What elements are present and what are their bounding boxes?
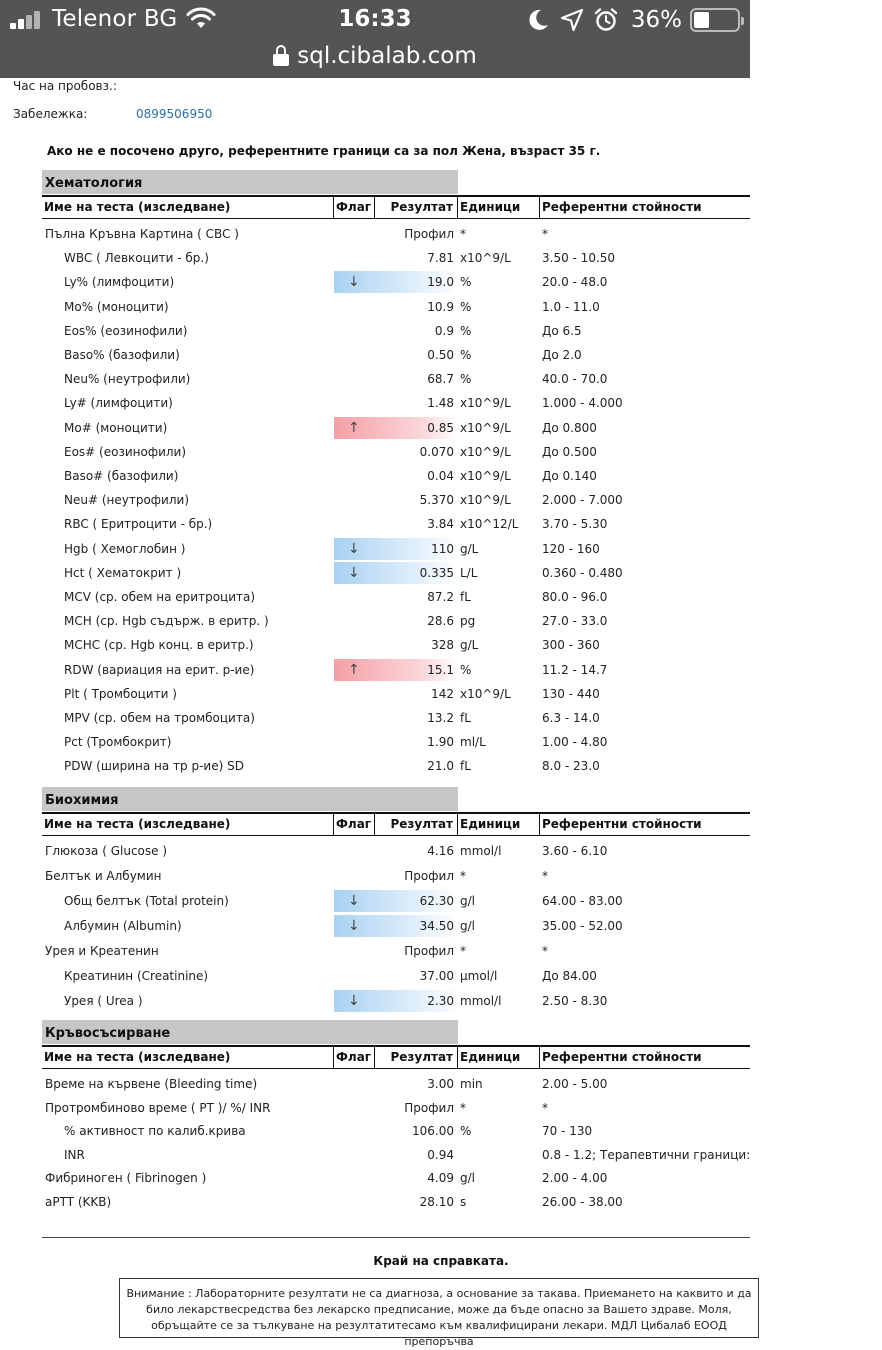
section-title: Биохимия — [42, 787, 458, 811]
sample-time-label: Час на пробовз.: — [13, 79, 117, 93]
reference-range: До 0.800 — [542, 420, 597, 435]
alarm-clock-icon — [593, 7, 619, 33]
test-result: 2.30 — [427, 994, 454, 1008]
test-unit: fL — [460, 590, 471, 604]
test-unit: pg — [460, 614, 476, 629]
flag-low-arrow-icon: ↓ — [334, 271, 458, 293]
table-header — [42, 812, 750, 836]
test-result: 15.1 — [427, 662, 454, 677]
test-unit: % — [460, 348, 472, 362]
test-name: % активност по калиб.крива — [64, 1124, 246, 1139]
test-name: MCV (ср. обем на еритроцита) — [64, 590, 256, 604]
end-of-report: Край на справката. — [373, 1254, 509, 1268]
reference-range: 300 - 360 — [542, 638, 600, 653]
test-unit: mmol/l — [460, 844, 502, 858]
test-name: Hgb ( Хемоглобин ) — [64, 541, 186, 556]
test-name: Hct ( Хематокрит ) — [64, 565, 182, 580]
test-result: Профил — [404, 1100, 454, 1115]
reference-range: До 2.0 — [542, 348, 582, 362]
test-unit: % — [460, 662, 472, 677]
test-name: WBC ( Левкоцити - бр.) — [64, 251, 209, 266]
test-unit: x10^12/L — [460, 517, 519, 532]
test-name: Белтък и Албумин — [45, 869, 162, 883]
reference-range: 0.360 - 0.480 — [542, 565, 623, 580]
test-unit: x10^9/L — [460, 420, 511, 435]
table-header — [42, 195, 750, 219]
test-result: 19.0 — [427, 275, 454, 290]
test-unit: ml/L — [460, 735, 486, 750]
battery-icon — [690, 8, 740, 32]
test-unit: % — [460, 323, 472, 338]
test-name: Neu# (неутрофили) — [64, 493, 190, 508]
remark-row — [13, 107, 213, 121]
test-result: 106.00 — [412, 1124, 454, 1139]
test-unit: g/L — [460, 638, 479, 653]
carrier-name: Telenor BG — [52, 6, 178, 32]
test-unit: g/l — [460, 919, 475, 933]
flag-low-arrow-icon: ↓ — [334, 562, 458, 584]
moon-icon — [525, 7, 551, 33]
reference-range: 2.00 - 4.00 — [542, 1171, 608, 1186]
test-name: Baso% (базофили) — [64, 348, 180, 362]
test-unit: % — [460, 1124, 472, 1139]
test-result: 37.00 — [419, 969, 454, 983]
reference-range: 1.0 - 11.0 — [542, 299, 600, 314]
reference-range: 70 - 130 — [542, 1124, 593, 1139]
test-result: 0.04 — [427, 469, 454, 483]
reference-range: 26.00 - 38.00 — [542, 1195, 623, 1209]
remark-value: 0899506950 — [136, 107, 213, 121]
section-title: Кръвосъсирване — [42, 1020, 458, 1044]
test-name: Ly% (лимфоцити) — [64, 275, 175, 290]
reference-range: 11.2 - 14.7 — [542, 662, 608, 677]
test-result: 7.81 — [427, 251, 454, 266]
test-name: MCHC (ср. Hgb конц. в еритр.) — [64, 638, 254, 653]
test-unit: mmol/l — [460, 994, 502, 1008]
flag-low-arrow-icon: ↓ — [334, 915, 458, 937]
reference-range: 64.00 - 83.00 — [542, 894, 623, 908]
flag-low-arrow-icon: ↓ — [334, 990, 458, 1012]
test-unit: L/L — [460, 565, 478, 580]
test-name: Време на кървене (Bleeding time) — [45, 1077, 258, 1091]
reference-range: До 84.00 — [542, 969, 597, 983]
reference-range: 2.000 - 7.000 — [542, 493, 623, 508]
test-result: Профил — [404, 944, 454, 958]
test-unit: s — [460, 1195, 467, 1209]
reference-range: 35.00 - 52.00 — [542, 919, 623, 933]
test-result: 28.10 — [419, 1195, 454, 1209]
test-result: 0.9 — [434, 323, 454, 338]
test-result: 10.9 — [427, 299, 454, 314]
reference-range: 6.3 - 14.0 — [542, 711, 600, 725]
test-unit: x10^9/L — [460, 686, 511, 701]
test-name: Neu% (неутрофили) — [64, 372, 191, 387]
test-result: 68.7 — [427, 372, 454, 387]
test-result: 142 — [431, 686, 454, 701]
test-result: 4.16 — [427, 844, 454, 858]
test-unit: fL — [460, 711, 471, 725]
test-result: 0.070 — [419, 444, 454, 459]
test-result: 328 — [431, 638, 454, 653]
test-name: Пълна Кръвна Картина ( CBC ) — [45, 227, 239, 241]
test-name: Глюкоза ( Glucose ) — [45, 844, 168, 858]
test-unit: % — [460, 275, 472, 290]
lock-icon — [273, 45, 289, 67]
reference-range: 3.50 - 10.50 — [542, 251, 616, 266]
reference-range: 120 - 160 — [542, 541, 600, 556]
reference-range: 130 - 440 — [542, 686, 600, 701]
reference-range: 80.0 - 96.0 — [542, 590, 608, 604]
status-bar — [0, 0, 750, 78]
test-result: 21.0 — [427, 759, 454, 774]
test-unit: x10^9/L — [460, 444, 511, 459]
test-name: Урея и Креатенин — [45, 944, 159, 958]
reference-range: 3.70 - 5.30 — [542, 517, 608, 532]
reference-range: 40.0 - 70.0 — [542, 372, 608, 387]
column-name: Име на теста (изследване) — [44, 1047, 334, 1068]
test-result: 62.30 — [419, 894, 454, 908]
test-result: 28.6 — [427, 614, 454, 629]
test-unit: g/l — [460, 894, 475, 908]
reference-range: До 0.140 — [542, 469, 597, 483]
test-result: 0.85 — [427, 420, 454, 435]
test-name: MCH (ср. Hgb съдърж. в еритр. ) — [64, 614, 269, 629]
test-unit: fL — [460, 759, 471, 774]
table-header — [42, 1045, 750, 1069]
test-result: 4.09 — [427, 1171, 454, 1186]
test-unit: * — [460, 869, 466, 883]
clock: 16:33 — [338, 6, 412, 32]
test-unit: * — [460, 944, 466, 958]
test-unit: * — [460, 1100, 466, 1115]
test-result: 110 — [431, 541, 454, 556]
battery-percentage: 36% — [630, 7, 682, 33]
column-reference: Референтни стойности — [542, 200, 702, 214]
test-name: Mo% (моноцити) — [64, 299, 169, 314]
reference-range: 0.8 - 1.2; Терапевтични граници: — [542, 1147, 751, 1162]
reference-range: 20.0 - 48.0 — [542, 275, 608, 290]
reference-range: 8.0 - 23.0 — [542, 759, 600, 774]
reference-range: До 0.500 — [542, 444, 597, 459]
test-name: Общ белтък (Total protein) — [64, 894, 229, 908]
column-flag: Флаг — [334, 1047, 375, 1068]
test-result: 0.94 — [427, 1147, 454, 1162]
column-result: Резултат — [375, 1047, 458, 1068]
reference-range: 2.50 - 8.30 — [542, 994, 608, 1008]
reference-note: Ако не е посочено друго, референтните граници са за пол Жена, възраст 35 г. — [47, 144, 601, 158]
test-result: 34.50 — [419, 919, 454, 933]
url-text[interactable]: sql.cibalab.com — [297, 43, 477, 69]
test-unit: min — [460, 1077, 483, 1091]
test-unit: x10^9/L — [460, 493, 511, 508]
test-name: Ly# (лимфоцити) — [64, 396, 173, 411]
test-unit: μmol/l — [460, 969, 498, 983]
test-name: Plt ( Тромбоцити ) — [64, 686, 177, 701]
reference-range: 1.000 - 4.000 — [542, 396, 623, 411]
test-name: Креатинин (Creatinine) — [64, 969, 209, 983]
test-name: аPTT (KKB) — [45, 1195, 112, 1209]
column-flag: Флаг — [334, 197, 375, 218]
reference-range: 2.00 - 5.00 — [542, 1077, 608, 1091]
test-result: 1.48 — [427, 396, 454, 411]
reference-range: 27.0 - 33.0 — [542, 614, 608, 629]
column-result: Резултат — [375, 814, 458, 835]
test-name: Eos# (еозинофили) — [64, 444, 187, 459]
address-bar[interactable] — [0, 40, 750, 72]
test-unit: g/L — [460, 541, 479, 556]
test-unit: x10^9/L — [460, 396, 511, 411]
test-unit: x10^9/L — [460, 469, 511, 483]
test-name: PDW (ширина на тр р-ие) SD — [64, 759, 244, 774]
location-arrow-icon — [559, 7, 585, 33]
test-name: Mo# (моноцити) — [64, 420, 168, 435]
test-result: 1.90 — [427, 735, 454, 750]
test-name: Протромбиново време ( PT )/ %/ INR — [45, 1100, 271, 1115]
reference-range: * — [542, 869, 548, 883]
test-result: 0.335 — [419, 565, 454, 580]
test-unit: % — [460, 372, 472, 387]
remark-label: Забележка: — [13, 107, 88, 121]
divider — [42, 1237, 750, 1238]
test-name: MPV (ср. обем на тромбоцита) — [64, 711, 255, 725]
column-name: Име на теста (изследване) — [44, 197, 334, 218]
test-name: Pct (Тромбокрит) — [64, 735, 172, 750]
test-name: INR — [64, 1147, 85, 1162]
column-units: Единици — [458, 197, 540, 218]
test-name: RDW (вариация на ерит. р-ие) — [64, 662, 255, 677]
column-flag: Флаг — [334, 814, 375, 835]
column-name: Име на теста (изследване) — [44, 814, 334, 835]
test-unit: * — [460, 227, 466, 241]
reference-range: * — [542, 227, 548, 241]
reference-range: * — [542, 1100, 548, 1115]
test-result: 5.370 — [419, 493, 454, 508]
reference-range: До 6.5 — [542, 323, 582, 338]
flag-high-arrow-icon: ↑ — [334, 417, 458, 439]
column-reference: Референтни стойности — [542, 817, 702, 831]
reference-range: * — [542, 944, 548, 958]
test-name: Фибриноген ( Fibrinogen ) — [45, 1171, 207, 1186]
test-unit: x10^9/L — [460, 251, 511, 266]
disclaimer-box: Внимание : Лабораторните резултати не са диагноза, а основание за такава. Приемането на каквито и да било лекарствесредства без лекарско предписание, може да бъде опасно за Вашето здраве. Моля, обръщайте се за тълкуване на резултатитесамо към квалифицирани лекари. МДЛ Цибалаб ЕООД препоръчва — [119, 1278, 759, 1338]
test-name: Урея ( Urea ) — [64, 994, 143, 1008]
test-name: Baso# (базофили) — [64, 469, 179, 483]
flag-low-arrow-icon: ↓ — [334, 538, 458, 560]
test-result: Профил — [404, 869, 454, 883]
test-result: 3.84 — [427, 517, 454, 532]
column-reference: Референтни стойности — [542, 1050, 702, 1064]
test-result: 3.00 — [427, 1077, 454, 1091]
test-unit: g/l — [460, 1171, 475, 1186]
test-name: RBC ( Еритроцити - бр.) — [64, 517, 213, 532]
flag-high-arrow-icon: ↑ — [334, 659, 458, 681]
test-result: Профил — [404, 227, 454, 241]
section-title: Хематология — [42, 170, 458, 194]
reference-range: 1.00 - 4.80 — [542, 735, 608, 750]
column-units: Единици — [458, 814, 540, 835]
test-result: 13.2 — [427, 711, 454, 725]
test-result: 0.50 — [427, 348, 454, 362]
flag-low-arrow-icon: ↓ — [334, 890, 458, 912]
test-name: Албумин (Albumin) — [64, 919, 182, 933]
column-units: Единици — [458, 1047, 540, 1068]
column-result: Резултат — [375, 197, 458, 218]
test-name: Eos% (еозинофили) — [64, 323, 188, 338]
reference-range: 3.60 - 6.10 — [542, 844, 608, 858]
test-unit: % — [460, 299, 472, 314]
test-result: 87.2 — [427, 590, 454, 604]
